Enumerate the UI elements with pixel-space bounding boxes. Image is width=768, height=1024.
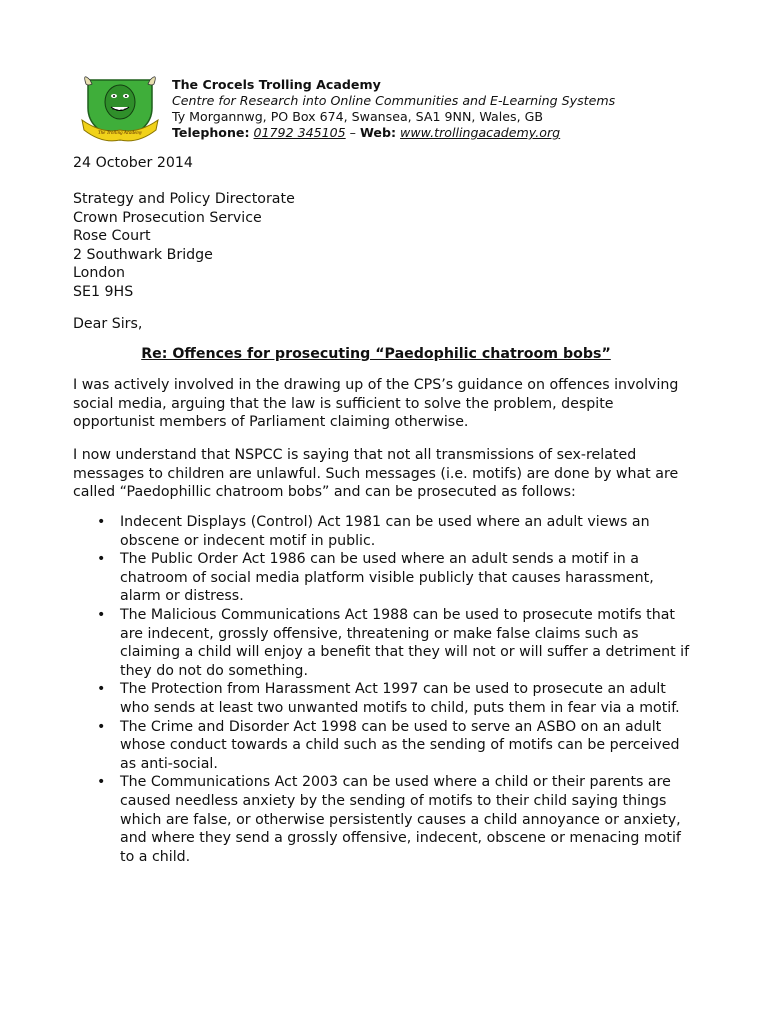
- list-item: [73, 550, 693, 606]
- recipient-address: [73, 190, 693, 302]
- bullet-icon: •: [97, 718, 106, 735]
- recipient-line: Rose Court: [73, 228, 151, 245]
- contact-separator: –: [345, 125, 360, 140]
- body-paragraph: I now understand that NSPCC is saying that not all transmissions of sex-related messages to children are unlawful. Such messages (i.e. motifs) are done by what are called “Paedophillic chatroom bobs” and can be prosecuted as follows:: [73, 447, 679, 500]
- list-item-text: The Malicious Communications Act 1988 can be used to prosecute motifs that are indecent, grossly offensive, threatening or make false claims such as claiming a child will enjoy a benefit that they will not or will suffer a detriment if they do not do something.: [120, 606, 690, 679]
- troll-logo-icon: [78, 74, 162, 146]
- bullet-icon: •: [97, 681, 106, 698]
- list-item-text: The Public Order Act 1986 can be used where an adult sends a motif in a chatroom of social media platform visible publicly that causes harassment, alarm or distress.: [120, 551, 654, 605]
- org-name: The Crocels Trolling Academy: [172, 77, 381, 92]
- letterhead: [78, 74, 718, 146]
- org-address: Ty Morgannwg, PO Box 674, Swansea, SA1 9NN, Wales, GB: [172, 109, 543, 124]
- list-item: [73, 513, 693, 550]
- telephone-link[interactable]: 01792 345105: [253, 125, 346, 140]
- list-item: [73, 680, 693, 717]
- body-paragraph: I was actively involved in the drawing up of the CPS’s guidance on offences involving social media, arguing that the law is sufficient to solve the problem, despite opportunist members of Parliament claiming otherwise.: [73, 377, 679, 430]
- web-link[interactable]: www.trollingacademy.org: [400, 125, 561, 140]
- salutation: Dear Sirs,: [73, 316, 143, 332]
- recipient-line: London: [73, 265, 126, 282]
- list-item: [73, 718, 693, 774]
- recipient-line: SE1 9HS: [73, 283, 134, 300]
- list-item-text: Indecent Displays (Control) Act 1981 can be used where an adult views an obscene or indecent motif in public.: [120, 514, 650, 549]
- letter-date: 24 October 2014: [73, 155, 193, 171]
- list-item: [73, 606, 693, 680]
- telephone-label: Telephone:: [172, 125, 250, 140]
- subject-line: Re: Offences for prosecuting “Paedophilic chatroom bobs”: [141, 346, 611, 362]
- recipient-line: Strategy and Policy Directorate: [73, 191, 295, 207]
- bullet-icon: •: [97, 606, 106, 623]
- web-label: Web:: [359, 125, 397, 140]
- bullet-icon: •: [97, 551, 106, 568]
- org-contact: [172, 125, 615, 141]
- bullet-icon: •: [97, 514, 106, 530]
- letterhead-text: [172, 77, 615, 141]
- list-item-text: The Communications Act 2003 can be used where a child or their parents are caused needless anxiety by the sending of motifs to their child saying things which are false, or otherwise persistently causes a child annoyance or anxiety, and where they send a grossly offensive, indecent, obscene or menacing motif to a child.: [120, 774, 681, 865]
- org-subtitle: Centre for Research into Online Communities and E-Learning Systems: [172, 93, 616, 108]
- logo-banner-text: The Trolling Academy: [97, 131, 143, 136]
- offences-list: [73, 513, 693, 866]
- list-item: [73, 773, 693, 866]
- list-item-text: The Protection from Harassment Act 1997 can be used to prosecute an adult who sends at least two unwanted motifs to child, puts them in fear via a motif.: [120, 681, 680, 716]
- recipient-line: Crown Prosecution Service: [73, 209, 262, 226]
- recipient-line: 2 Southwark Bridge: [73, 246, 213, 263]
- list-item-text: The Crime and Disorder Act 1998 can be used to serve an ASBO on an adult whose conduct towards a child such as the sending of motifs can be perceived as anti-social.: [120, 718, 680, 772]
- bullet-icon: •: [97, 774, 106, 791]
